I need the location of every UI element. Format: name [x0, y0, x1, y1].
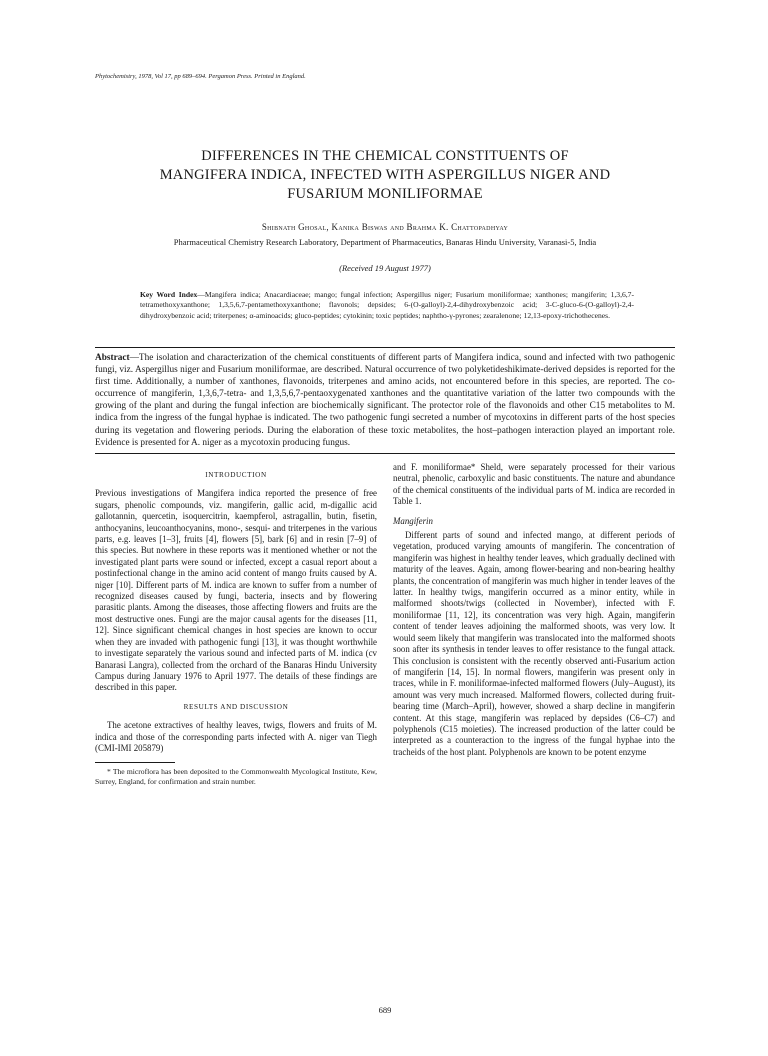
- keyword-index: [140, 290, 634, 321]
- mangiferin-paragraph: Different parts of sound and infected mango, at different periods of vegetation, produced varying amounts of mangiferin. The concentration of mangiferin was highest in healthy tender leaves, which gradually declined with maturity of the leaves. Again, among flower-bearing and non-bearing healthy plants, the concentration of mangiferin was much higher in tender leaves of the latter. In healthy twigs, mangiferin occurred as a minor entity, while in malformed shoots/twigs (collected in November), infected with F. moniliformae [11, 12], its concentration was very high. Again, mangiferin content of tender leaves adjoining the malformed shoots, was very low. It would seem likely that mangiferin was translocated into the malformed shoots soon after its synthesis in tender leaves to offer resistance to the fungal attack. This conclusion is consistent with the recently observed anti-Fusarium action of mangiferin [14, 15]. In normal flowers, mangiferin was present only in traces, while in F. moniliformae-infected malformed flowers (July–August), its amount was very much increased. Malformed flowers, collected during fruit-bearing time (March–April), however, showed a sharp decline in mangiferin content. At this stage, mangiferin was replaced by depsides (C6–C7) and polyphenols (C15 moieties). The increased production of the latter could be interpreted as a counteraction to the ingress of the fungal hyphae into the tracheids of the host plant. Polyphenols are known to be potent enzyme: [393, 530, 675, 757]
- abstract-label: Abstract: [95, 353, 130, 363]
- abstract-top-rule: [95, 347, 675, 348]
- mangiferin-subheading: Mangiferin: [393, 515, 433, 526]
- abstract-text: —The isolation and characterization of the chemical constituents of different parts of Mangifera indica, sound and infected with two pathogenic fungi, viz. Aspergillus niger and Fusarium moniliformae, are described. Natural occurrence of two polyketideshikimate-derived depsides is reported for the first time. Additionally, a number of xanthones, flavonoids, triterpenes and amino acids, not encountered before in this species, are reported. The co-occurrence of mangiferin, 1,3,6,7-tetra- and 1,3,5,6,7-pentaoxygenated xanthones and the quantitative variation of the latter two compounds with the growing of the plant and during the fungal infection are biochemically significant. The protector role of the flavonoids and other C15 metabolites to M. indica from the ingress of the fungal hyphae is indicated. The two pathogenic fungi secreted a number of mycotoxins in different parts of the host species during its vegetation and flowering periods. During the elaboration of these toxic metabolites, the host–pathogen interaction played an important role. Evidence is presented for A. niger as a mycotoxin producing fungus.: [95, 353, 675, 448]
- journal-citation: Phytochemistry, 1978, Vol 17, pp 689–694. Pergamon Press. Printed in England.: [95, 73, 306, 80]
- abstract-bottom-rule: [95, 453, 675, 454]
- keyword-text: —Mangifera indica; Anacardiaceae; mango; fungal infection; Aspergillus niger; Fusarium moniliformae; xanthones; mangiferin; 1,3,6,7-tetramethoxyxanthone; 1,3,5,6,7-pentamethoxyxanthone; flavonols; depsides; 6-(O-galloyl)-2,4-dihydroxybenzoic acid; 3-C-gluco-6-(O-galloyl)-2,4-dihydroxybenzoic acid; triterpenes; α-aminoacids; gluco-peptides; cytokinin; toxic peptides; naphtho-γ-pyrones; zearalenone; 12,13-epoxy-trichothecenes.: [140, 290, 634, 320]
- footnote-rule: [95, 762, 175, 763]
- page-number: 689: [378, 1005, 392, 1015]
- continued-paragraph: and F. moniliformae* Sheld, were separately processed for their various neutral, phenolic, carboxylic and basic constituents. The nature and abundance of the chemical constituents of the individual parts of M. indica are recorded in Table 1.: [393, 462, 675, 507]
- footnote: * The microflora has been deposited to the Commonwealth Mycological Institute, Kew, Surrey, England, for confirmation and strain number.: [95, 767, 377, 787]
- results-paragraph: The acetone extractives of healthy leaves, twigs, flowers and fruits of M. indica and those of the corresponding parts infected with A. niger van Tiegh (CMI-IMI 205879): [95, 720, 377, 753]
- title-line-2: MANGIFERA INDICA, INFECTED WITH ASPERGILLUS NIGER AND: [159, 167, 611, 183]
- author-list: Shibnath Ghosal, Kanika Biswas and Brahma K. Chattopadhyay: [261, 222, 509, 232]
- introduction-paragraph: Previous investigations of Mangifera indica reported the presence of free sugars, phenolic compounds, viz. mangiferin, gallic acid, m-digallic acid gallotannin, quercetin, isoquercitrin, kaempferol, astragallin, butin, fisetin, anthocyanins, leucoanthocyanins, mono-, sesqui- and triterpenes in the various parts, e.g. leaves [1–3], fruits [4], flowers [5], bark [6] and in resin [7–9] of this species. But nowhere in these reports was it mentioned whether or not the investigated plant parts were sound or infected, except a casual report about a postinfectional change in the amino acid content of mango fruits caused by A. niger [10]. Different parts of M. indica are known to suffer from a number of recognized diseases caused by fungi, bacteria, insects and by flowering parasitic plants. Among the diseases, those affecting flowers and fruits are the most destructive ones. Fungi are the major causal agents for the diseases [11, 12]. Since significant chemical changes in host species are known to occur when they are invaded with pathogenic fungi [13], it was thought worthwhile to investigate separately the various sound and infected parts of M. indica (cv Banarasi Langra), collected from the orchard of the Banaras Hindu University Campus during January 1976 to April 1977. The details of these findings are described in this paper.: [95, 488, 377, 693]
- title-line-1: DIFFERENCES IN THE CHEMICAL CONSTITUENTS OF: [201, 148, 569, 164]
- introduction-heading: INTRODUCTION: [205, 471, 267, 479]
- right-column: [393, 462, 675, 758]
- results-heading: RESULTS AND DISCUSSION: [183, 702, 289, 711]
- abstract: [95, 352, 675, 449]
- keyword-label: Key Word Index: [140, 290, 198, 299]
- affiliation: Pharmaceutical Chemistry Research Laboratory, Department of Pharmaceutics, Banaras Hindu University, Varanasi-5, India: [173, 237, 597, 247]
- received-date: (Received 19 August 1977): [339, 263, 431, 273]
- left-column: [95, 462, 377, 787]
- paper-title: [95, 147, 675, 204]
- title-line-3: FUSARIUM MONILIFORMAE: [287, 186, 483, 202]
